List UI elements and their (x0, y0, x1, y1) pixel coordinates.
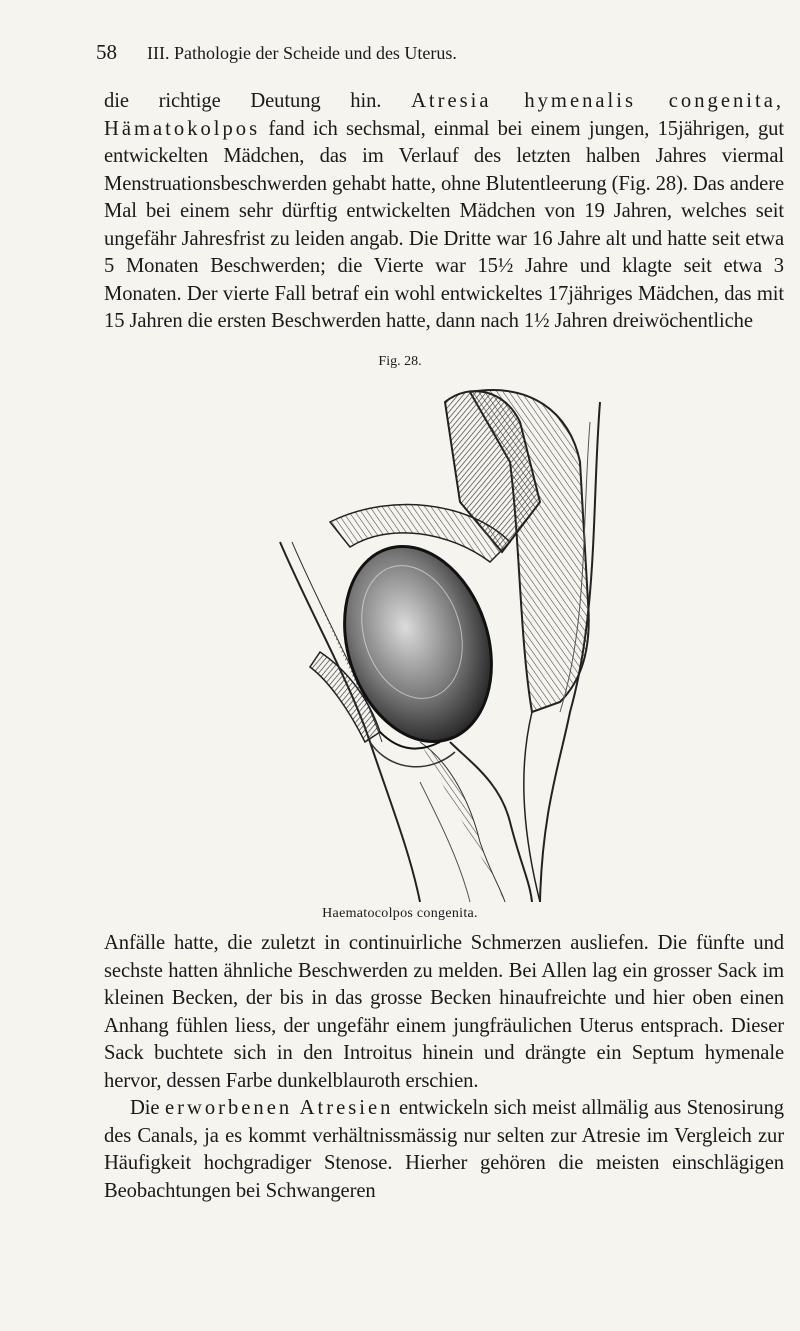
spaced-term: erworbenen Atresien (164, 1097, 394, 1119)
running-head (96, 40, 756, 65)
figure-label: Fig. 28. (378, 354, 422, 369)
paragraph (104, 1095, 784, 1205)
spaced-term: Hämatokolpos (104, 117, 261, 140)
paragraph (104, 88, 784, 336)
paragraph-lead: die richtige Deutung hin. (104, 90, 412, 112)
text-block-bottom (104, 930, 784, 1205)
paragraph-lead: Die (130, 1097, 165, 1119)
text-block-top (104, 88, 784, 336)
pelvis-sagittal-drawing (270, 382, 610, 902)
figure-caption: Haematocolpos congenita. (322, 906, 478, 921)
spaced-term: Atresia hymenalis congenita, (411, 90, 784, 112)
paragraph: Anfälle hatte, die zuletzt in continuirliche Schmerzen ausliefen. Die fünfte und sechste hatten ähnliche Beschwerden zu melden. Bei Allen lag ein grosser Sack im kleinen Becken, der bis in das grosse Becken hinaufreichte und hier oben einen Anhang fühlen liess, der ungefähr einem jungfräulichen Uterus entsprach. Dieser Sack buchtete sich in den Introitus hinein und drängte ein Septum hymenale hervor, dessen Farbe dunkelblauroth erschien. (104, 932, 784, 1092)
paragraph-body: fand ich sechsmal, einmal bei einem jungen, 15jährigen, gut entwickelten Mädchen, das im Verlauf des letzten halben Jahres viermal Menstruationsbeschwerden gehabt hatte, ohne Blutentleerung (Fig. 28). Das andere Mal bei einem sehr dürftig entwickelten Mädchen von 19 Jahren, welches seit ungefähr Jahresfrist zu leiden angab. Die Dritte war 16 Jahre alt und hatte seit etwa 5 Monaten Beschwerden; die Vierte war 15½ Jahre und klagte seit etwa 3 Monaten. Der vierte Fall betraf ein wohl entwickeltes 17jähriges Mädchen, das mit 15 Jahren die ersten Beschwerden hatte, dann nach 1½ Jahren dreiwöchentliche (104, 117, 784, 332)
page-number: 58 (96, 40, 117, 64)
paragraph-body: entwickeln sich meist allmälig aus Stenosirung des Canals, ja es kommt verhältnissmässig nur selten zur Atresie im Vergleich zur Häufigkeit hochgradiger Stenose. Hierher gehören die meisten einschlägigen Beobachtungen bei Schwangeren (104, 1097, 784, 1202)
anatomical-illustration (270, 382, 610, 902)
chapter-title: III. Pathologie der Scheide und des Uterus. (147, 43, 457, 63)
